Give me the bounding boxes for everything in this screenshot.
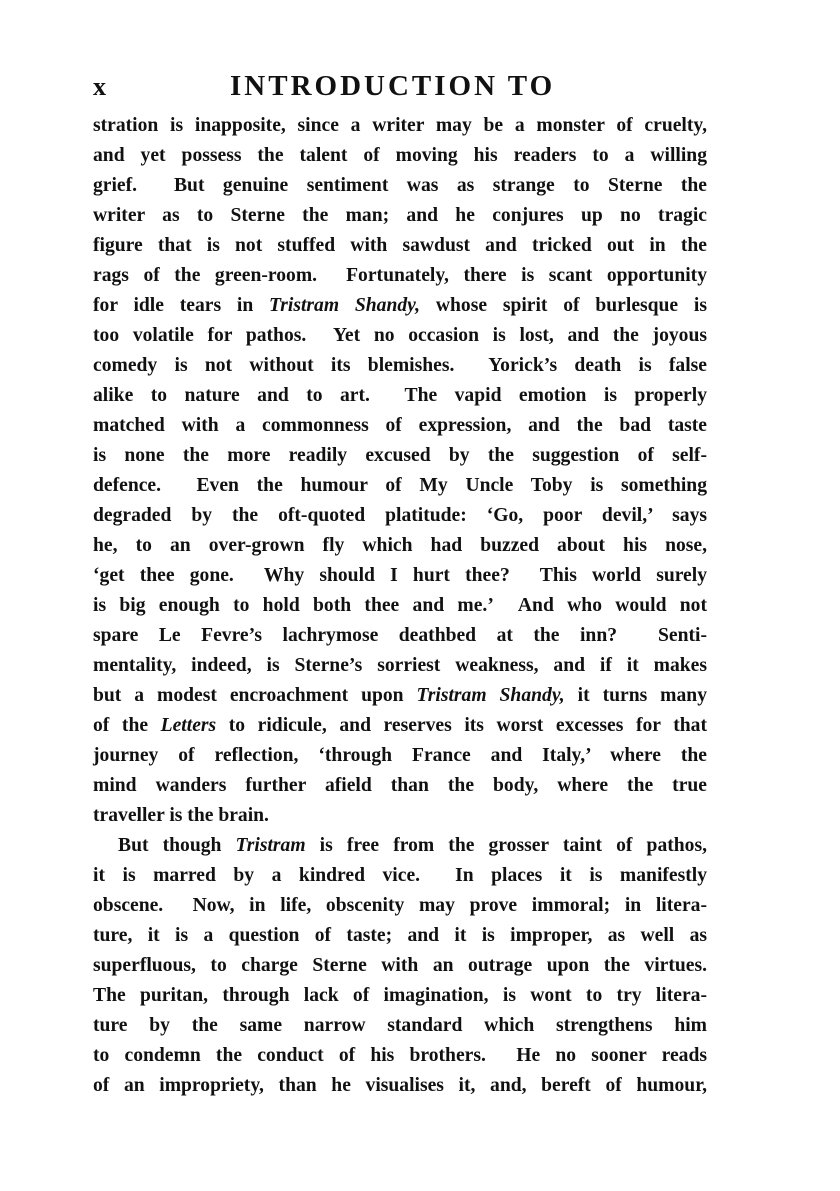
text-run: ture by the same narrow standard which strengthens him (93, 1015, 707, 1036)
text-line (93, 261, 707, 291)
text-run: whose spirit of burlesque is (420, 295, 707, 316)
body-text (93, 111, 707, 1101)
text-line (93, 561, 707, 591)
text-line (93, 681, 707, 711)
text-run: The puritan, through lack of imagination, is wont to try litera- (93, 985, 707, 1006)
text-run: but a modest encroachment upon (93, 685, 417, 706)
text-line (93, 111, 707, 141)
text-run: grief. But genuine sentiment was as strange to Sterne the (93, 175, 707, 196)
italic-title: Tristram Shandy, (416, 685, 565, 706)
text-run: is none the more readily excused by the suggestion of self- (93, 445, 707, 466)
text-run: degraded by the oft-quoted platitude: ‘Go, poor devil,’ says (93, 505, 707, 526)
text-run: and yet possess the talent of moving his readers to a willing (93, 145, 707, 166)
text-run: matched with a commonness of expression, and the bad taste (93, 415, 707, 436)
text-run: of an impropriety, than he visualises it, and, bereft of humour, (93, 1075, 707, 1096)
text-line (93, 231, 707, 261)
text-line (93, 981, 707, 1011)
text-line (93, 771, 707, 801)
text-line (93, 1041, 707, 1071)
text-line (93, 381, 707, 411)
page-header (93, 70, 713, 110)
text-line (93, 621, 707, 651)
text-run: too volatile for pathos. Yet no occasion is lost, and the joyous (93, 325, 707, 346)
text-run: defence. Even the humour of My Uncle Toby is something (93, 475, 707, 496)
text-run: journey of reflection, ‘through France and Italy,’ where the (93, 745, 707, 766)
text-line (93, 1071, 707, 1101)
text-line (93, 141, 707, 171)
text-line (93, 171, 707, 201)
text-line (93, 951, 707, 981)
text-run: traveller is the brain. (93, 805, 269, 826)
italic-title: Letters (160, 715, 217, 736)
running-title: INTRODUCTION TO (230, 70, 556, 102)
text-line (93, 711, 707, 741)
text-run: to ridicule, and reserves its worst excesses for that (216, 715, 707, 736)
text-line (93, 321, 707, 351)
text-run: mentality, indeed, is Sterne’s sorriest weakness, and if it makes (93, 655, 707, 676)
text-line (93, 831, 707, 861)
text-line (93, 201, 707, 231)
text-line (93, 921, 707, 951)
italic-title: Tristram Shandy, (269, 295, 421, 316)
text-run: is big enough to hold both thee and me.’ And who would not (93, 595, 707, 616)
italic-title: Tristram (235, 835, 306, 856)
text-run: obscene. Now, in life, obscenity may prove immoral; in litera- (93, 895, 707, 916)
text-run: mind wanders further afield than the body, where the true (93, 775, 707, 796)
text-line (93, 471, 707, 501)
text-line (93, 291, 707, 321)
text-line (93, 531, 707, 561)
text-line (93, 861, 707, 891)
text-run: to condemn the conduct of his brothers. He no sooner reads (93, 1045, 707, 1066)
text-run: figure that is not stuffed with sawdust and tricked out in the (93, 235, 707, 256)
text-run: ‘get thee gone. Why should I hurt thee? This world surely (93, 565, 707, 586)
text-line (93, 411, 707, 441)
text-run: of the (93, 715, 161, 736)
text-run: writer as to Sterne the man; and he conjures up no tragic (93, 205, 707, 226)
text-line (93, 891, 707, 921)
text-line (93, 501, 707, 531)
text-line (93, 741, 707, 771)
text-run: comedy is not without its blemishes. Yorick’s death is false (93, 355, 707, 376)
text-run: rags of the green-room. Fortunately, there is scant opportunity (93, 265, 707, 286)
text-run: it is marred by a kindred vice. In places it is manifestly (93, 865, 707, 886)
text-line (93, 351, 707, 381)
text-line (93, 1011, 707, 1041)
text-line (93, 651, 707, 681)
text-line (93, 591, 707, 621)
text-run: spare Le Fevre’s lachrymose deathbed at the inn? Senti- (93, 625, 707, 646)
text-line (93, 441, 707, 471)
text-run: ture, it is a question of taste; and it is improper, as well as (93, 925, 707, 946)
text-run: for idle tears in (93, 295, 270, 316)
text-run: he, to an over-grown fly which had buzzed about his nose, (93, 535, 707, 556)
text-run: superfluous, to charge Sterne with an outrage upon the virtues. (93, 955, 707, 976)
text-run: stration is inapposite, since a writer may be a monster of cruelty, (93, 115, 707, 136)
text-run: But though (118, 835, 236, 856)
text-line (93, 801, 707, 831)
page-number: x (93, 72, 107, 101)
text-run: it turns many (564, 685, 707, 706)
text-run: alike to nature and to art. The vapid emotion is properly (93, 385, 707, 406)
text-run: is free from the grosser taint of pathos, (305, 835, 707, 856)
